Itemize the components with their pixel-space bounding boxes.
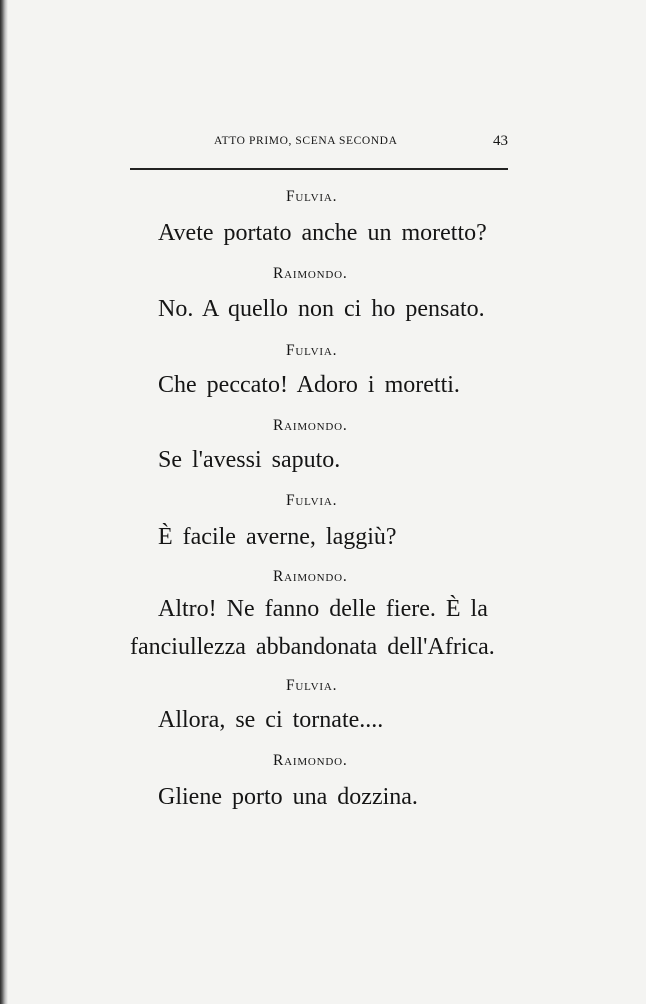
- dialogue-line: Se l'avessi saputo.: [158, 447, 341, 473]
- page-number: 43: [493, 133, 508, 149]
- speaker-name: Fulvia.: [286, 188, 338, 205]
- running-head: ATTO PRIMO, SCENA SECONDA: [214, 135, 398, 147]
- dialogue-line: Gliene porto una dozzina.: [158, 784, 418, 810]
- dialogue-line: No. A quello non ci ho pensato.: [158, 296, 485, 322]
- speaker-name: Fulvia.: [286, 492, 338, 509]
- speaker-name: Raimondo.: [273, 417, 348, 434]
- header-rule: [130, 168, 508, 170]
- speaker-name: Raimondo.: [273, 568, 348, 585]
- speaker-name: Raimondo.: [273, 752, 348, 769]
- speaker-name: Fulvia.: [286, 342, 338, 359]
- dialogue-line: Avete portato anche un moretto?: [158, 220, 487, 246]
- speaker-name: Raimondo.: [273, 265, 348, 282]
- dialogue-line: È facile averne, laggiù?: [158, 524, 397, 550]
- page-edge-shadow: [0, 0, 8, 1004]
- dialogue-line-continuation: fanciullezza abbandonata dell'Africa.: [130, 634, 495, 660]
- dialogue-line: Allora, se ci tornate....: [158, 707, 384, 733]
- dialogue-line: Che peccato! Adoro i moretti.: [158, 372, 460, 398]
- page-header: [130, 133, 508, 153]
- speaker-name: Fulvia.: [286, 677, 338, 694]
- dialogue-line: Altro! Ne fanno delle fiere. È la: [158, 596, 488, 622]
